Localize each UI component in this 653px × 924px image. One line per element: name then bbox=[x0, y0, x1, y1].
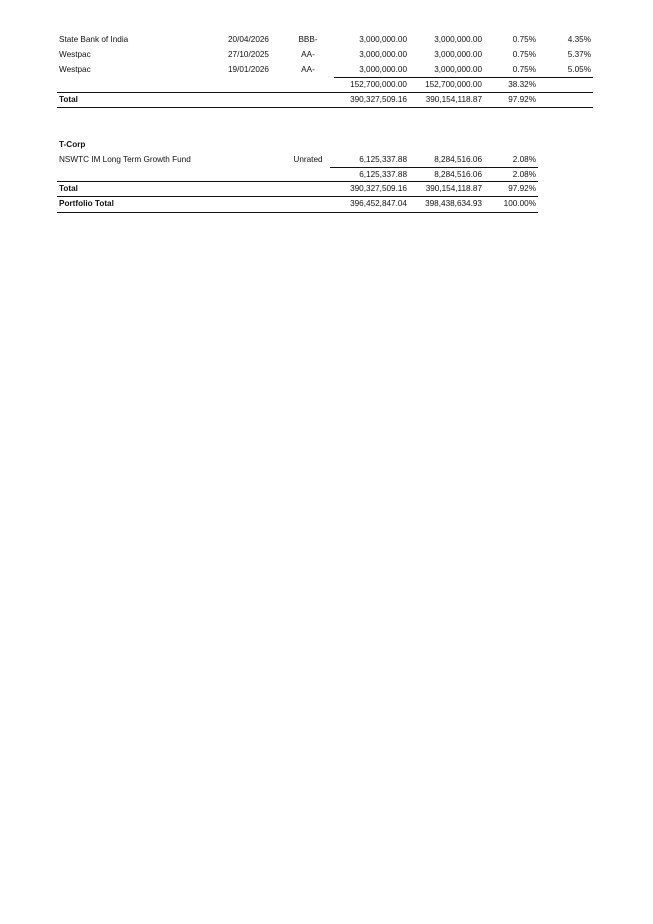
tcorp-subtotal-portfolio-pct: 2.08% bbox=[512, 170, 536, 179]
portfolio-total-face-value: 396,452,847.04 bbox=[350, 199, 407, 208]
total-bottom-rule bbox=[57, 107, 593, 108]
holding-row-westpac-2 bbox=[0, 64, 653, 76]
fund-rating: Unrated bbox=[293, 155, 323, 164]
holding-maturity-date: 27/10/2025 bbox=[228, 50, 269, 59]
tcorp-subtotal-face-value: 6,125,337.88 bbox=[359, 170, 407, 179]
portfolio-total-portfolio-pct: 100.00% bbox=[503, 199, 536, 208]
holding-yield: 5.37% bbox=[567, 50, 591, 59]
section-heading: T-Corp bbox=[59, 140, 86, 149]
holding-portfolio-pct: 0.75% bbox=[512, 35, 536, 44]
total-label: Total bbox=[59, 184, 78, 193]
tcorp-subtotal-market-value: 8,284,516.06 bbox=[434, 170, 482, 179]
tcorp-section-heading bbox=[0, 139, 653, 151]
portfolio-total-top-rule bbox=[57, 196, 538, 197]
total-top-rule bbox=[57, 92, 593, 93]
fund-name: NSWTC IM Long Term Growth Fund bbox=[59, 155, 191, 164]
holding-market-value: 3,000,000.00 bbox=[434, 65, 482, 74]
portfolio-total-market-value: 398,438,634.93 bbox=[425, 199, 482, 208]
fund-portfolio-pct: 2.08% bbox=[512, 155, 536, 164]
subtotal-row bbox=[0, 79, 653, 91]
portfolio-total-bottom-rule bbox=[57, 212, 538, 213]
tcorp-subtotal-row bbox=[0, 169, 653, 181]
total-face-value: 390,327,509.16 bbox=[350, 95, 407, 104]
holding-market-value: 3,000,000.00 bbox=[434, 35, 482, 44]
subtotal-portfolio-pct: 38.32% bbox=[508, 80, 536, 89]
holding-face-value: 3,000,000.00 bbox=[359, 35, 407, 44]
total-face-value: 390,327,509.16 bbox=[350, 184, 407, 193]
total-portfolio-pct: 97.92% bbox=[508, 95, 536, 104]
holding-maturity-date: 20/04/2026 bbox=[228, 35, 269, 44]
total-row bbox=[0, 94, 653, 106]
tcorp-subtotal-rule bbox=[330, 167, 538, 168]
fund-row bbox=[0, 154, 653, 166]
tcorp-total-row bbox=[0, 183, 653, 195]
holding-row-state-bank-of-india bbox=[0, 34, 653, 46]
subtotal-market-value: 152,700,000.00 bbox=[425, 80, 482, 89]
holding-market-value: 3,000,000.00 bbox=[434, 50, 482, 59]
holding-yield: 4.35% bbox=[567, 35, 591, 44]
subtotal-face-value: 152,700,000.00 bbox=[350, 80, 407, 89]
holding-name: Westpac bbox=[59, 65, 91, 74]
total-label: Total bbox=[59, 95, 78, 104]
holding-yield: 5.05% bbox=[567, 65, 591, 74]
holding-row-westpac-1 bbox=[0, 49, 653, 61]
holding-name: State Bank of India bbox=[59, 35, 129, 44]
holding-name: Westpac bbox=[59, 50, 91, 59]
holding-rating: BBB- bbox=[298, 35, 318, 44]
holding-maturity-date: 19/01/2026 bbox=[228, 65, 269, 74]
portfolio-total-row bbox=[0, 198, 653, 210]
holding-face-value: 3,000,000.00 bbox=[359, 50, 407, 59]
total-portfolio-pct: 97.92% bbox=[508, 184, 536, 193]
fund-face-value: 6,125,337.88 bbox=[359, 155, 407, 164]
holding-portfolio-pct: 0.75% bbox=[512, 50, 536, 59]
holding-rating: AA- bbox=[301, 65, 315, 74]
holding-portfolio-pct: 0.75% bbox=[512, 65, 536, 74]
portfolio-total-label: Portfolio Total bbox=[59, 199, 114, 208]
total-market-value: 390,154,118.87 bbox=[425, 184, 482, 193]
holding-face-value: 3,000,000.00 bbox=[359, 65, 407, 74]
total-market-value: 390,154,118.87 bbox=[425, 95, 482, 104]
holding-rating: AA- bbox=[301, 50, 315, 59]
subtotal-rule bbox=[334, 77, 593, 78]
tcorp-total-top-rule bbox=[57, 181, 538, 182]
fund-market-value: 8,284,516.06 bbox=[434, 155, 482, 164]
